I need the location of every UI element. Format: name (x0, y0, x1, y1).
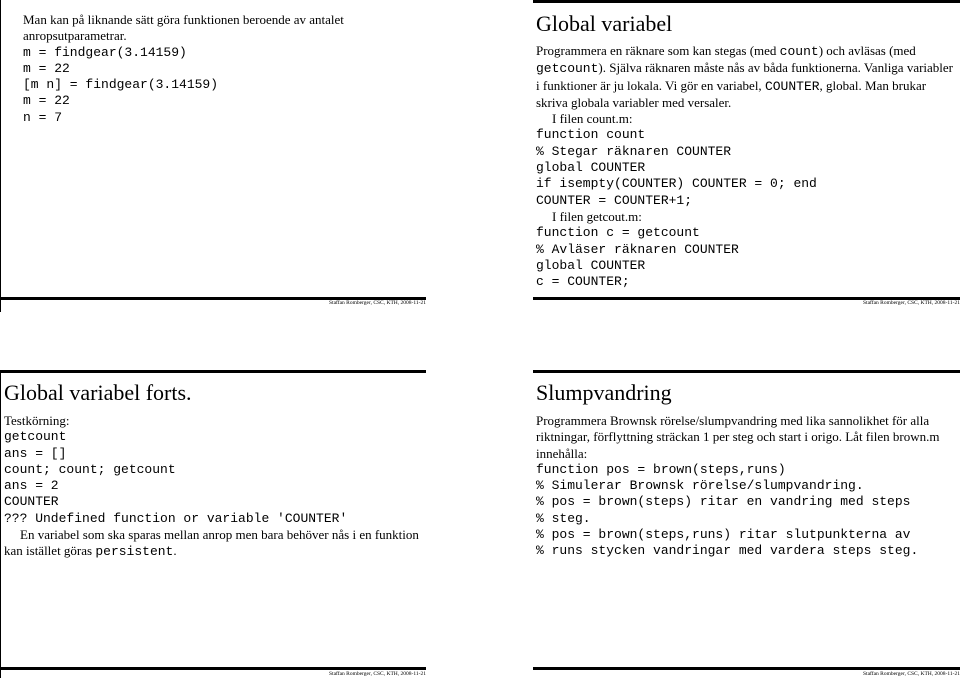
slide-1-code-line: m = findgear(3.14159) (23, 44, 187, 60)
file-label: I filen getcout.m: (552, 208, 642, 224)
inline-code: count (779, 44, 819, 59)
code-line: % pos = brown(steps,runs) ritar slutpunkterna av (536, 527, 911, 543)
slide-1-text-line: Man kan på liknande sätt göra funktionen beroende av antalet (23, 12, 344, 27)
code-line: function count (536, 127, 646, 143)
inline-code: getcount (536, 61, 599, 77)
intro-text: ). Själva räknaren måste nås av båda funktionerna. Vanliga variabler i funktioner är ju lokala. Vi gör en variabel, (536, 60, 954, 93)
code-line: ans = [] (4, 445, 67, 461)
slide-1-content (23, 12, 424, 126)
code-line: COUNTER = COUNTER+1; (536, 192, 693, 208)
code-line: COUNTER (4, 494, 59, 510)
code-line: % Stegar räknaren COUNTER (536, 143, 732, 159)
code-line: % pos = brown(steps) ritar en vandring med steps (536, 494, 911, 510)
note-text: En variabel som ska sparas mellan anrop men bara behöver nås i en funktion kan istället göras (4, 527, 419, 559)
slide-4-bottom-rule (533, 667, 960, 670)
slide-4-top-rule (533, 370, 960, 373)
intro-text: , global. Man brukar skriva globala variabler med versaler. (536, 77, 927, 110)
slide-1-code-line: m = 22 (23, 60, 70, 76)
slide-3-footer: Staffan Romberger, CSC, KTH, 2008-11-21 (329, 671, 426, 677)
slide-1-code-line: [m n] = findgear(3.14159) (23, 77, 219, 93)
code-line: count; count; getcount (4, 461, 176, 477)
code-line: global COUNTER (536, 257, 646, 273)
slide-3-top-rule (1, 370, 426, 373)
note-text: . (173, 543, 177, 559)
slide-4-content (536, 413, 958, 560)
slide-2-footer: Staffan Romberger, CSC, KTH, 2008-11-21 (863, 300, 960, 306)
code-line: function c = getcount (536, 225, 700, 241)
inline-code: persistent (95, 544, 174, 560)
slide-1 (0, 0, 426, 312)
slide-1-code-line: m = 22 (23, 93, 70, 109)
slide-4 (533, 370, 960, 678)
slide-3 (0, 370, 426, 678)
slide-3-title: Global variabel forts. (4, 380, 192, 405)
file-label: I filen count.m: (552, 111, 633, 127)
slide-2-title: Global variabel (536, 11, 673, 36)
test-label: Testkörning: (4, 413, 70, 428)
code-line: c = COUNTER; (536, 274, 630, 290)
slide-3-bottom-rule (1, 667, 426, 670)
code-line: % steg. (536, 510, 591, 526)
inline-code: COUNTER (764, 78, 820, 94)
slide-1-code-line: n = 7 (23, 109, 63, 125)
slide-3-content (4, 413, 424, 561)
slide-2-top-rule (533, 0, 960, 3)
code-line: function pos = brown(steps,runs) (536, 461, 786, 477)
intro-text: ) och avläsas (med (818, 43, 916, 58)
slide-2 (533, 0, 960, 312)
persistent-note (4, 527, 424, 561)
code-line: % runs stycken vandringar med vardera steps steg. (536, 543, 919, 559)
code-line: % Avläser räknaren COUNTER (536, 241, 739, 257)
code-line: ans = 2 (4, 478, 59, 494)
code-line: if isempty(COUNTER) COUNTER = 0; end (536, 176, 817, 192)
slide-4-title: Slumpvandring (536, 380, 672, 405)
intro-text: Programmera en räknare som kan stegas (med (536, 43, 780, 58)
code-line: ??? Undefined function or variable 'COUNTER' (4, 510, 348, 526)
slide-4-footer: Staffan Romberger, CSC, KTH, 2008-11-21 (863, 671, 960, 677)
slide-1-text-line: anropsutparametrar. (23, 28, 127, 44)
code-line: % Simulerar Brownsk rörelse/slumpvandring. (536, 478, 864, 494)
code-line: getcount (4, 429, 67, 445)
slide-1-footer: Staffan Romberger, CSC, KTH, 2008-11-21 (329, 300, 426, 306)
slide-2-intro (536, 43, 958, 111)
slide-4-intro: Programmera Brownsk rörelse/slumpvandring med lika sannolikhet för alla riktningar, förflyttning sträckan 1 per steg och start i origo. Låt filen brown.m innehålla: (536, 413, 940, 461)
code-line: global COUNTER (536, 160, 646, 176)
slide-2-content (536, 43, 958, 290)
